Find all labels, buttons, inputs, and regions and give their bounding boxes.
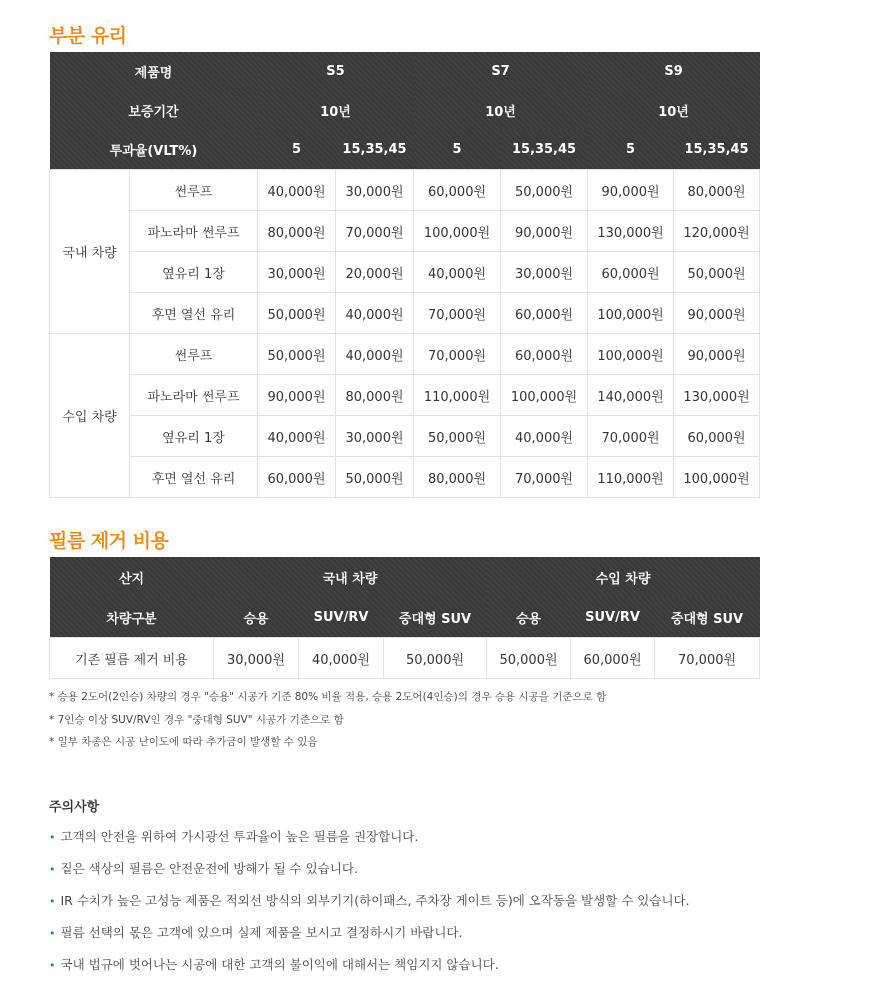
price-cell: 30,000원 [336,416,414,457]
price-cell: 60,000원 [571,638,655,679]
vlt-value: 5 [258,130,336,170]
group-label: 국내 차량 [50,170,130,334]
table-row [50,293,760,334]
price-cell: 60,000원 [674,416,760,457]
warranty-value: 10년 [258,91,414,130]
price-cell: 40,000원 [299,638,384,679]
price-cell: 90,000원 [674,334,760,375]
price-cell: 70,000원 [588,416,674,457]
price-cell: 40,000원 [414,252,501,293]
price-cell: 90,000원 [258,375,336,416]
table-row [50,334,760,375]
row-label: 기존 필름 제거 비용 [50,638,214,679]
price-cell: 80,000원 [336,375,414,416]
warranty-header-label: 보증기간 [50,91,258,130]
price-cell: 70,000원 [414,334,501,375]
price-cell: 60,000원 [258,457,336,498]
footnotes [49,686,606,754]
price-cell: 110,000원 [588,457,674,498]
price-cell: 50,000원 [487,638,571,679]
price-cell: 100,000원 [501,375,588,416]
category-header: 승용 [214,597,299,638]
group-label: 수입 차량 [50,334,130,498]
vlt-value: 15,35,45 [674,130,760,170]
price-cell: 60,000원 [501,334,588,375]
vlt-value: 5 [588,130,674,170]
table-row [50,252,760,293]
warranty-value: 10년 [414,91,588,130]
price-cell: 40,000원 [336,293,414,334]
bullet-icon: • [49,831,56,844]
caution-text: 필름 선택의 몫은 고객에 있으며 실제 제품을 보시고 결정하시기 바랍니다. [60,925,463,940]
product-name: S7 [414,52,588,91]
table-row [50,457,760,498]
section-title-film-removal: 필름 제거 비용 [49,530,169,552]
vlt-value: 15,35,45 [336,130,414,170]
row-label: 썬루프 [130,170,258,211]
bullet-icon: • [49,959,56,972]
bullet-icon: • [49,863,56,876]
table-row [50,416,760,457]
vlt-value: 15,35,45 [501,130,588,170]
category-header-label: 차량구분 [50,597,214,638]
price-cell: 110,000원 [414,375,501,416]
price-cell: 30,000원 [258,252,336,293]
footnote: * 7인승 이상 SUV/RV인 경우 "중대형 SUV" 시공가 기준으로 함 [49,713,344,726]
category-header: 중대형 SUV [655,597,760,638]
caution-text: 고객의 안전을 위하여 가시광선 투과율이 높은 필름을 권장합니다. [60,829,419,844]
row-label: 후면 열선 유리 [130,293,258,334]
table-row [50,211,760,252]
table-row [50,638,760,679]
list-item [49,826,690,858]
price-cell: 20,000원 [336,252,414,293]
product-name: S5 [258,52,414,91]
price-cell: 50,000원 [674,252,760,293]
price-cell: 130,000원 [674,375,760,416]
row-label: 옆유리 1장 [130,252,258,293]
vlt-value: 5 [414,130,501,170]
price-cell: 90,000원 [588,170,674,211]
price-cell: 40,000원 [501,416,588,457]
category-header: 중대형 SUV [384,597,487,638]
category-header: SUV/RV [571,597,655,638]
category-header: SUV/RV [299,597,384,638]
price-cell: 50,000원 [336,457,414,498]
list-item [49,954,690,986]
price-cell: 60,000원 [588,252,674,293]
row-label: 옆유리 1장 [130,416,258,457]
section-title-partial-glass: 부분 유리 [49,25,127,47]
price-cell: 50,000원 [501,170,588,211]
price-cell: 50,000원 [258,334,336,375]
product-header-label: 제품명 [50,52,258,91]
price-cell: 100,000원 [588,293,674,334]
footnote: * 일부 차종은 시공 난이도에 따라 추가금이 발생할 수 있음 [49,736,318,748]
partial-glass-price-table [49,52,760,498]
list-item [49,890,690,922]
price-cell: 40,000원 [258,170,336,211]
price-cell: 30,000원 [501,252,588,293]
imported-header: 수입 차량 [487,557,760,597]
caution-text: 국내 법규에 벗어나는 시공에 대한 고객의 불이익에 대해서는 책임지지 않습니다. [60,957,499,972]
price-cell: 70,000원 [336,211,414,252]
table-row [50,375,760,416]
price-cell: 30,000원 [336,170,414,211]
price-cell: 100,000원 [414,211,501,252]
caution-list [49,826,690,986]
price-cell: 80,000원 [414,457,501,498]
row-label: 후면 열선 유리 [130,457,258,498]
bullet-icon: • [49,927,56,940]
caution-text: IR 수치가 높은 고성능 제품은 적외선 방식의 외부기기(하이패스, 주차장 게이트 등)에 오작동을 발생할 수 있습니다. [60,893,690,908]
footnote: * 승용 2도어(2인승) 차량의 경우 "승용" 시공가 기준 80% 비율 적용, 승용 2도어(4인승)의 경우 승용 시공을 기준으로 함 [49,691,607,703]
price-cell: 50,000원 [414,416,501,457]
origin-header-label: 산지 [50,557,214,597]
category-header: 승용 [487,597,571,638]
price-cell: 80,000원 [258,211,336,252]
price-cell: 30,000원 [214,638,299,679]
warranty-value: 10년 [588,91,760,130]
price-cell: 100,000원 [588,334,674,375]
price-cell: 100,000원 [674,457,760,498]
price-cell: 120,000원 [674,211,760,252]
vlt-header-label: 투과율(VLT%) [50,130,258,170]
caution-text: 짙은 색상의 필름은 안전운전에 방해가 될 수 있습니다. [60,861,358,876]
row-label: 파노라마 썬루프 [130,211,258,252]
film-removal-price-table [49,557,760,679]
price-cell: 60,000원 [501,293,588,334]
price-cell: 80,000원 [674,170,760,211]
caution-title: 주의사항 [49,800,100,815]
price-cell: 90,000원 [674,293,760,334]
price-cell: 40,000원 [258,416,336,457]
price-cell: 70,000원 [655,638,760,679]
product-name: S9 [588,52,760,91]
table-row [50,170,760,211]
bullet-icon: • [49,895,56,908]
price-cell: 90,000원 [501,211,588,252]
row-label: 썬루프 [130,334,258,375]
price-cell: 140,000원 [588,375,674,416]
price-cell: 60,000원 [414,170,501,211]
price-cell: 70,000원 [414,293,501,334]
price-cell: 130,000원 [588,211,674,252]
price-cell: 50,000원 [258,293,336,334]
list-item [49,858,690,890]
row-label: 파노라마 썬루프 [130,375,258,416]
list-item [49,922,690,954]
price-cell: 50,000원 [384,638,487,679]
price-cell: 40,000원 [336,334,414,375]
price-cell: 70,000원 [501,457,588,498]
domestic-header: 국내 차량 [214,557,487,597]
